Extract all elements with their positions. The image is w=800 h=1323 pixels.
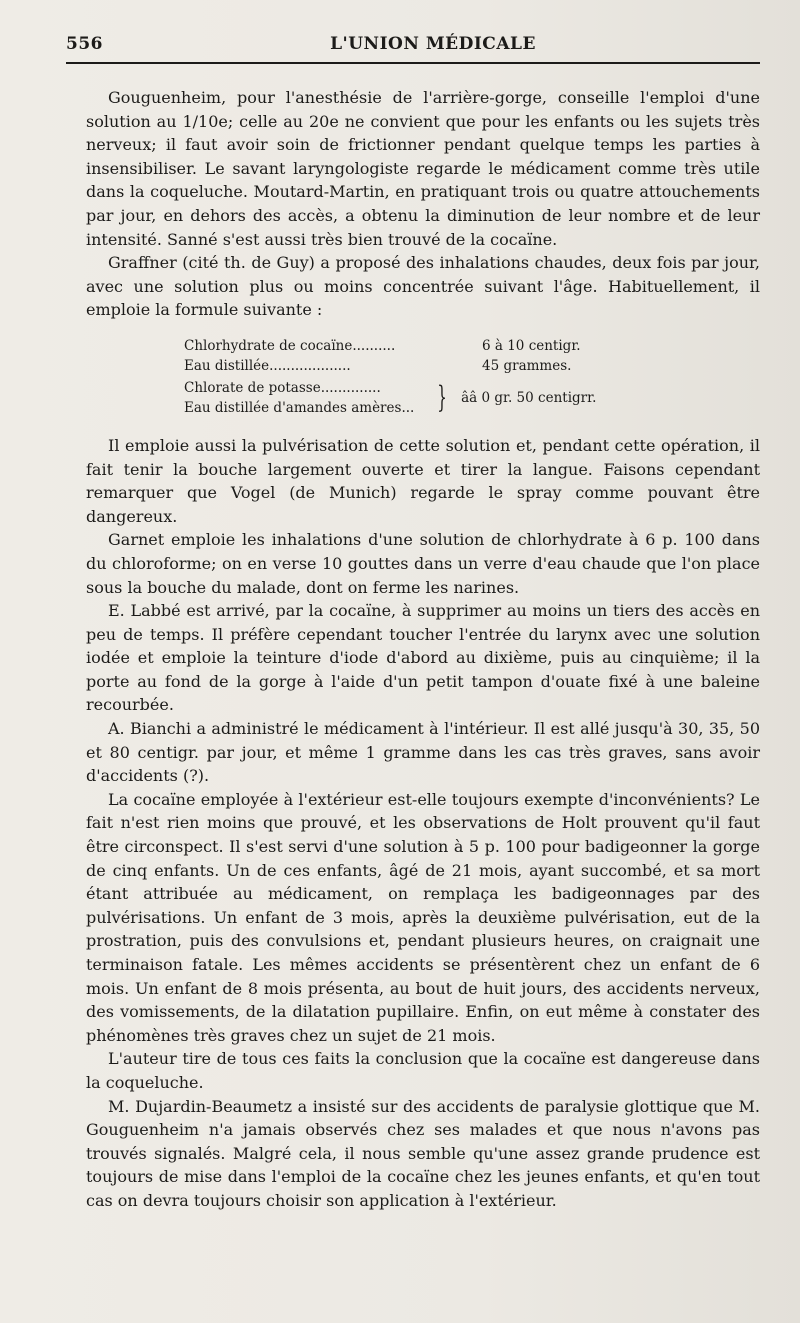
formula-leader-dots: .......... bbox=[352, 337, 396, 354]
formula-leader-dots: .............. bbox=[320, 379, 381, 396]
formula-ingredient: Chlorate de potasse bbox=[184, 379, 321, 396]
formula-ingredient: Chlorhydrate de cocaïne bbox=[184, 337, 353, 354]
brace-icon: } bbox=[437, 379, 447, 415]
formula-row bbox=[86, 356, 760, 376]
formula-quantity: ââ 0 gr. 50 centigrr. bbox=[461, 389, 597, 406]
paragraph-dujardin-beaumetz: M. Dujardin-Beaumetz a insisté sur des accidents de paralysie glottique que M. Gouguenheim n'a jamais observés chez ses malades et que nous n'avons pas trouvés signalés. Malgré cela, il nous semble qu'une assez grande prudence est toujours de mise dans l'emploi de la cocaïne chez les jeunes enfants, et qu'en tout cas on devra toujours choisir son application à l'extérieur. bbox=[86, 1096, 760, 1210]
paragraph-garnet: Garnet emploie les inhalations d'une solution de chlorhydrate à 6 p. 100 dans du chloroforme; on en verse 10 gouttes dans un verre d'eau chaude que l'on place sous la bouche du malade, dont on ferme les narines. bbox=[86, 530, 760, 597]
paragraph-graffner: Graffner (cité th. de Guy) a proposé des inhalations chaudes, deux fois par jour, avec une solution plus ou moins concentrée suivant l'âge. Habituellement, il emploie la formule suivante : bbox=[86, 253, 760, 320]
prescription-formula bbox=[86, 336, 760, 418]
paragraph-holt: La cocaïne employée à l'extérieur est-elle toujours exempte d'inconvénients? Le fait n'est rien moins que prouvé, et les observations de Holt prouvent qu'il faut être circonspect. Il s'est servi d'une solution à 5 p. 100 pour badigeonner la gorge de cinq enfants. Un de ces enfants, âgé de 21 mois, ayant succombé, et sa mort étant attribuée au médicament, on remplaça les badigeonnages par des pulvérisations. Un enfant de 3 mois, après la deuxième pulvérisation, eut de la prostration, puis des convulsions et, pendant plusieurs heures, on craignait une terminaison fatale. Les mêmes accidents se présentèrent chez un enfant de 6 mois. Un enfant de 8 mois présenta, au bout de huit jours, des accidents nerveux, des vomissements, de la dilatation pupillaire. Enfin, on eut même à constater des phénomènes très graves chez un sujet de 21 mois. bbox=[86, 789, 760, 1045]
paragraph-pulverisation: Il emploie aussi la pulvérisation de cette solution et, pendant cette opération, il fait tenir la bouche largement ouverte et tirer la langue. Faisons cependant remarquer que Vogel (de Munich) regarde le spray comme pouvant être dangereux. bbox=[86, 435, 760, 526]
formula-leader-dots: ................... bbox=[269, 357, 351, 374]
article-body bbox=[86, 86, 760, 1213]
formula-quantity: 45 grammes. bbox=[482, 357, 572, 374]
formula-row bbox=[86, 336, 760, 356]
formula-ingredient: Eau distillée d'amandes amères bbox=[184, 399, 402, 416]
running-head bbox=[66, 30, 760, 64]
paragraph-labbe: E. Labbé est arrivé, par la cocaïne, à supprimer au moins un tiers des accès en peu de temps. Il préfère cependant toucher l'entrée du larynx avec une solution iodée et emploie la teinture d'iode d'abord au dixième, puis au cinquième; il la porte au fond de la gorge à l'aide d'un petit tampon d'ouate fixé à une baleine recourbée. bbox=[86, 601, 760, 715]
paragraph-gouguenheim: Gouguenheim, pour l'anesthésie de l'arrière-gorge, conseille l'emploi d'une solution au 1/10e; celle au 20e ne convient que pour les enfants ou les sujets très nerveux; il faut avoir soin de frictionner pendant quelque temps les parties à insensibiliser. Le savant laryngologiste regarde le médicament comme très utile dans la coqueluche. Moutard-Martin, en pratiquant trois ou quatre attouchements par jour, en dehors des accès, a obtenu la diminution de leur nombre et de leur intensité. Sanné s'est aussi très bien trouvé de la cocaïne. bbox=[86, 88, 760, 249]
page-number: 556 bbox=[66, 34, 103, 54]
journal-title: L'UNION MÉDICALE bbox=[330, 34, 536, 54]
paragraph-bianchi: A. Bianchi a administré le médicament à l'intérieur. Il est allé jusqu'à 30, 35, 50 et 80 centigr. par jour, et même 1 gramme dans les cas très graves, sans avoir d'accidents (?). bbox=[86, 719, 760, 786]
formula-group bbox=[86, 378, 760, 418]
paragraph-conclusion: L'auteur tire de tous ces faits la conclusion que la cocaïne est dangereuse dans la coqueluche. bbox=[86, 1049, 760, 1092]
formula-ingredient: Eau distillée bbox=[184, 357, 270, 374]
formula-leader-dots: ... bbox=[401, 399, 415, 416]
formula-quantity: 6 à 10 centigr. bbox=[482, 337, 581, 354]
